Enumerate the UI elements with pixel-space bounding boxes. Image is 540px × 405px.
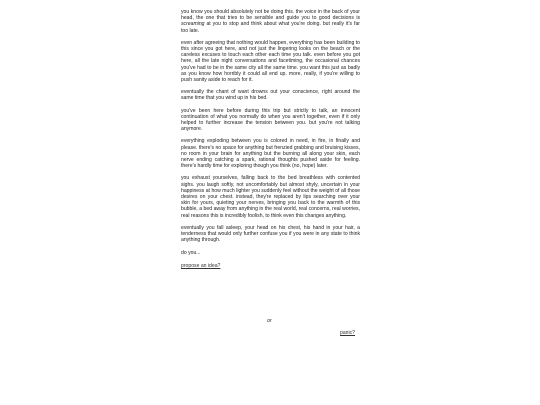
story-paragraph-1-end: at you to stop and think about what you're doing. but really it's far too late.: [181, 21, 360, 34]
story-paragraph-3: eventually the chant of want drowns out your conscience, right around the same time that you wind up in his bed.: [181, 89, 360, 102]
story-paragraph-7: eventually you fall asleep, your head on his chest, his hand in your hair, a tenderness that would only further confuse you if you were in any state to think anything through.: [181, 224, 360, 244]
or-separator: or: [267, 318, 272, 324]
story-paragraph-1: [181, 9, 360, 34]
panic-link[interactable]: panic?: [340, 330, 356, 336]
story-paragraph-4: you've been here before during this trip but strictly to talk, an innocent continuation of what you normally do when you aren't together, even if it only helped to further increase the tension between you. but you're not talking anymore.: [181, 107, 360, 133]
story-column: [181, 9, 360, 269]
story-paragraph-1-start: you know you should absolutely not be doing this. the voice in the back of your head, the one that tries to be sensible and guide you to good decisions is: [181, 9, 360, 22]
story-prompt: do you...: [181, 249, 201, 256]
story-paragraph-1-emphasis: screaming: [181, 21, 205, 28]
story-paragraph-5: everything exploding between you is colored in need, in fire, in finally and please. there's no space for anything but frenzied grabbing and bruising kisses, no room in your brain for anything but the burning all along your skin, each nerve ending catching a spark, rational thoughts pushed aside for feeling. there's hardly time for exploring though you think (no, hope) later.: [181, 138, 360, 170]
story-paragraph-6: you exhaust yourselves, falling back to the bed breathless with contented sighs. you laugh softly, not uncomfortably but almost shyly, uncertain in your happiness at how much lighter you suddenly feel without the weight of all those desires on your chest. instead, they're replaced by lips searching over your skin for yours, quieting your nerves, bringing you back to the warmth of this bubble, a bed away from anything in the real world, real concerns, real worries, real reasons this is incredibly foolish, to think even this changes anything.: [181, 175, 360, 219]
propose-idea-link[interactable]: propose an idea?: [181, 262, 221, 269]
story-paragraph-2: even after agreeing that nothing would happen, everything has been building to this since you got here, and not just the lingering looks on the beach or the careless excuses to touch each other each time you talk. even before you got here, all the late night conversations and facetiming, the occasional chances you've had to be in the same city all the same time. you want this just as badly as you know how horribly it could all end up. more, really, if you're willing to push sanity aside to reach for it.: [181, 39, 360, 84]
